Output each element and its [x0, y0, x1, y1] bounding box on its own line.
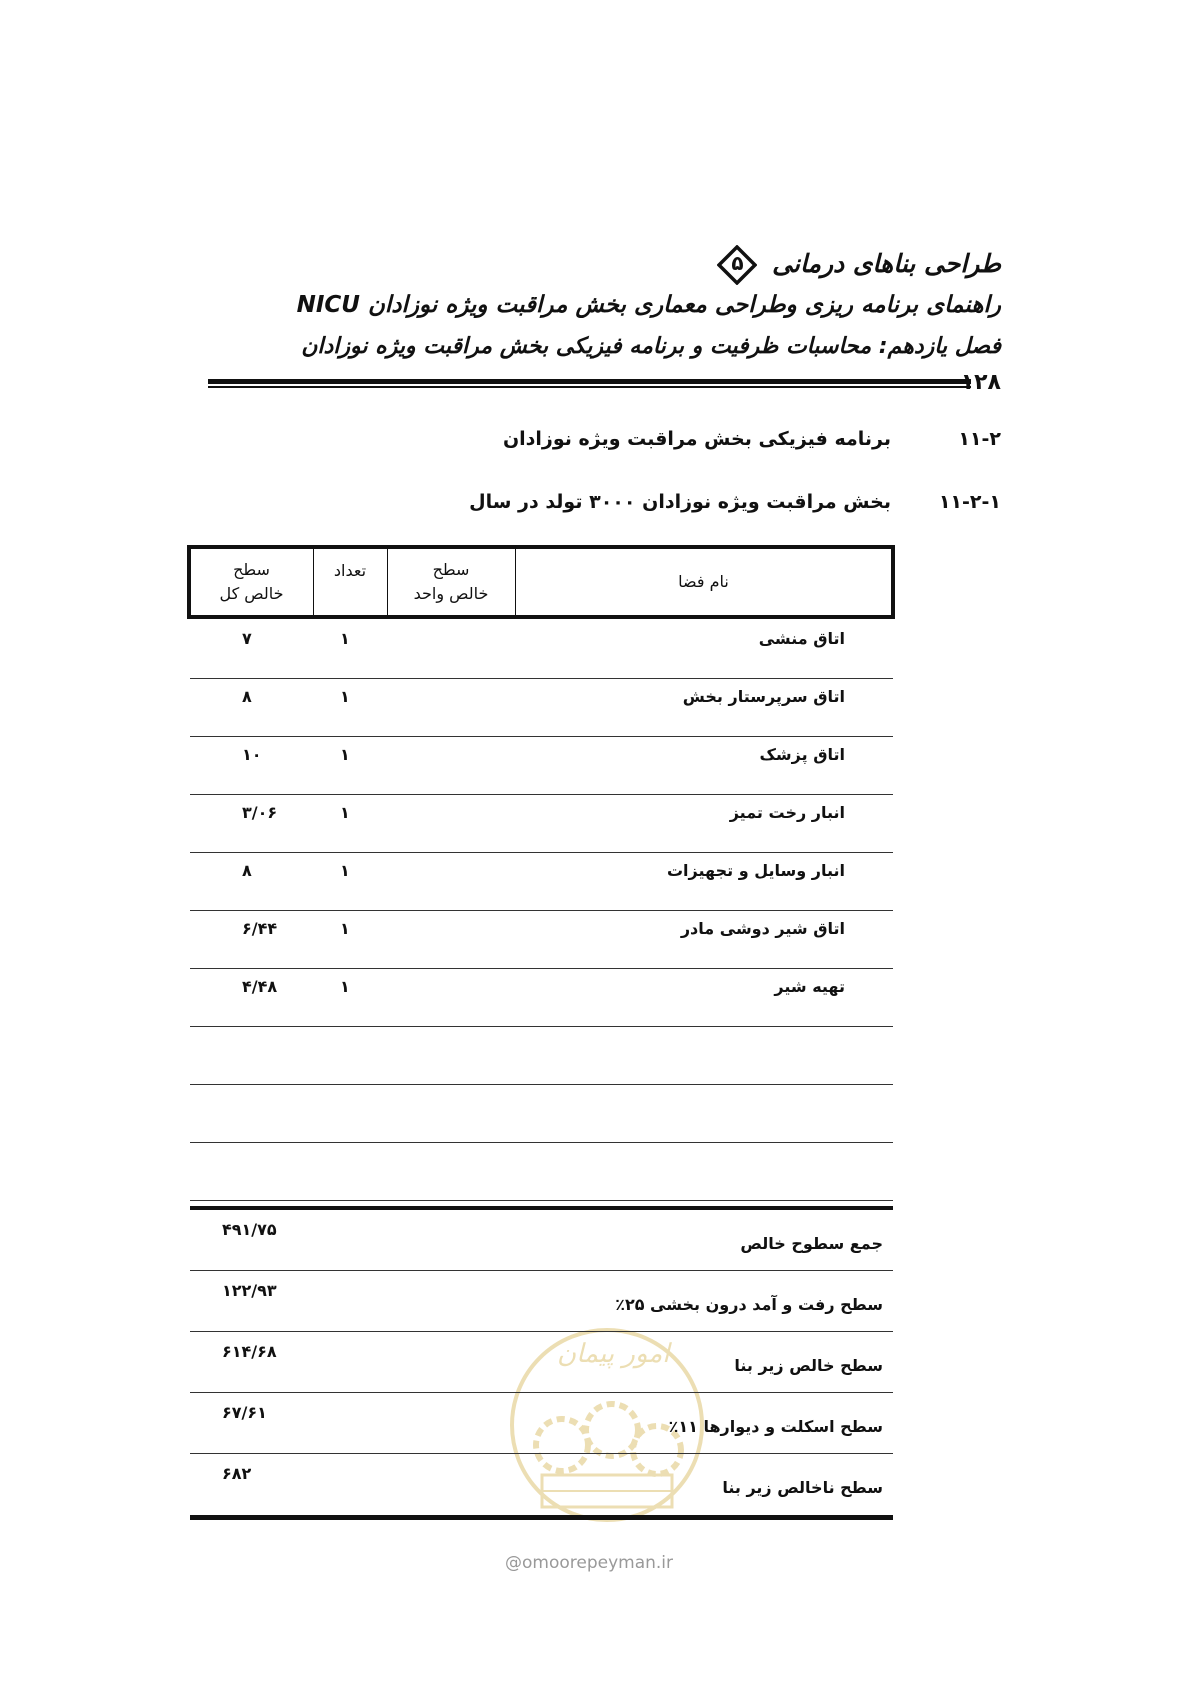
- header-space-name: نام فضا: [678, 572, 729, 591]
- totals-row: [190, 1210, 893, 1271]
- space-name: اتاق سرپرستار بخش: [682, 687, 845, 706]
- table-row-empty: [190, 1143, 893, 1201]
- table-row: [190, 911, 893, 969]
- page-number: ۱۲۸: [960, 370, 1001, 395]
- space-name: اتاق پزشک: [759, 745, 845, 764]
- totals-value: ۱۲۲/۹۳: [222, 1281, 277, 1300]
- space-name: انبار وسایل و تجهیزات: [666, 861, 845, 880]
- site-url: omoorepeyman.ir: [522, 1553, 674, 1573]
- count-value: ۱: [340, 687, 350, 706]
- section-title: برنامه فیزیکی بخش مراقبت ویژه نوزادان: [502, 428, 891, 450]
- header-count: تعداد: [333, 561, 367, 580]
- table-row: [190, 679, 893, 737]
- count-value: ۱: [340, 629, 350, 648]
- watermark-text: امور پیمان: [557, 1339, 670, 1369]
- totals-value: ۶۱۴/۶۸: [222, 1342, 277, 1361]
- table-row: [190, 621, 893, 679]
- total-area-value: ۸: [242, 861, 252, 880]
- count-value: ۱: [340, 803, 350, 822]
- totals-row: [190, 1393, 893, 1454]
- count-value: ۱: [340, 861, 350, 880]
- totals-label: سطح اسکلت و دیوارها ۱۱٪: [668, 1417, 883, 1436]
- space-name: انبار رخت تمیز: [729, 803, 845, 822]
- totals-row: [190, 1332, 893, 1393]
- totals-row: [190, 1271, 893, 1332]
- count-value: ۱: [340, 977, 350, 996]
- site-watermark: [505, 1553, 673, 1573]
- row-divider: [190, 1200, 893, 1201]
- series-title: طراحی بناهای درمانی: [772, 249, 1001, 278]
- series-number-badge: ۵: [717, 245, 757, 285]
- count-value: ۱: [340, 745, 350, 764]
- section-number: ۱۱-۲-۱: [938, 491, 1001, 513]
- totals-row: [190, 1454, 893, 1514]
- totals-label: سطح ناخالص زیر بنا: [722, 1478, 883, 1497]
- table-row: [190, 853, 893, 911]
- table-bottom-rule: [190, 1515, 893, 1520]
- totals-value: ۶۷/۶۱: [222, 1403, 267, 1422]
- totals-value: ۶۸۲: [222, 1464, 252, 1483]
- header-unit-area: سطح خالص واحد: [413, 560, 489, 603]
- count-value: ۱: [340, 919, 350, 938]
- total-area-value: ۶/۴۴: [242, 919, 278, 938]
- section-title: بخش مراقبت ویژه نوزادان ۳۰۰۰ تولد در سال: [469, 491, 891, 513]
- guide-subtitle: راهنمای برنامه ریزی وطراحی معماری بخش مراقبت ویژه نوزادان NICU: [296, 292, 1001, 318]
- series-title-line: [717, 245, 1001, 285]
- section-heading-2: [469, 491, 1001, 513]
- table-row: [190, 795, 893, 853]
- totals-label: سطح رفت و آمد درون بخشی ۲۵٪: [615, 1295, 883, 1314]
- header-rule-thin: [208, 386, 971, 388]
- page-header: [0, 0, 1191, 400]
- table-row-empty: [190, 1085, 893, 1143]
- total-area-value: ۴/۴۸: [242, 977, 278, 996]
- header-total-area: سطح خالص کل: [219, 560, 284, 603]
- table-row: [190, 737, 893, 795]
- at-icon: @: [505, 1553, 522, 1573]
- totals-value: ۴۹۱/۷۵: [222, 1220, 277, 1239]
- chapter-title: فصل یازدهم: محاسبات ظرفیت و برنامه فیزیکی بخش مراقبت ویژه نوزادان: [301, 334, 1001, 359]
- total-area-value: ۸: [242, 687, 252, 706]
- header-rule-thick: [208, 379, 971, 384]
- space-name: اتاق شیر دوشی مادر: [680, 919, 845, 938]
- total-area-value: ۳/۰۶: [242, 803, 278, 822]
- space-name: اتاق منشی: [758, 629, 845, 648]
- totals-label: جمع سطوح خالص: [740, 1234, 883, 1253]
- table-header: [187, 545, 895, 619]
- space-name: تهیه شیر: [774, 977, 845, 996]
- total-area-value: ۷: [242, 629, 252, 648]
- table-row-empty: [190, 1027, 893, 1085]
- total-area-value: ۱۰: [242, 745, 262, 764]
- section-heading-1: [503, 428, 1001, 450]
- section-number: ۱۱-۲: [958, 428, 1001, 450]
- table-row: [190, 969, 893, 1027]
- totals-label: سطح خالص زیر بنا: [734, 1356, 883, 1375]
